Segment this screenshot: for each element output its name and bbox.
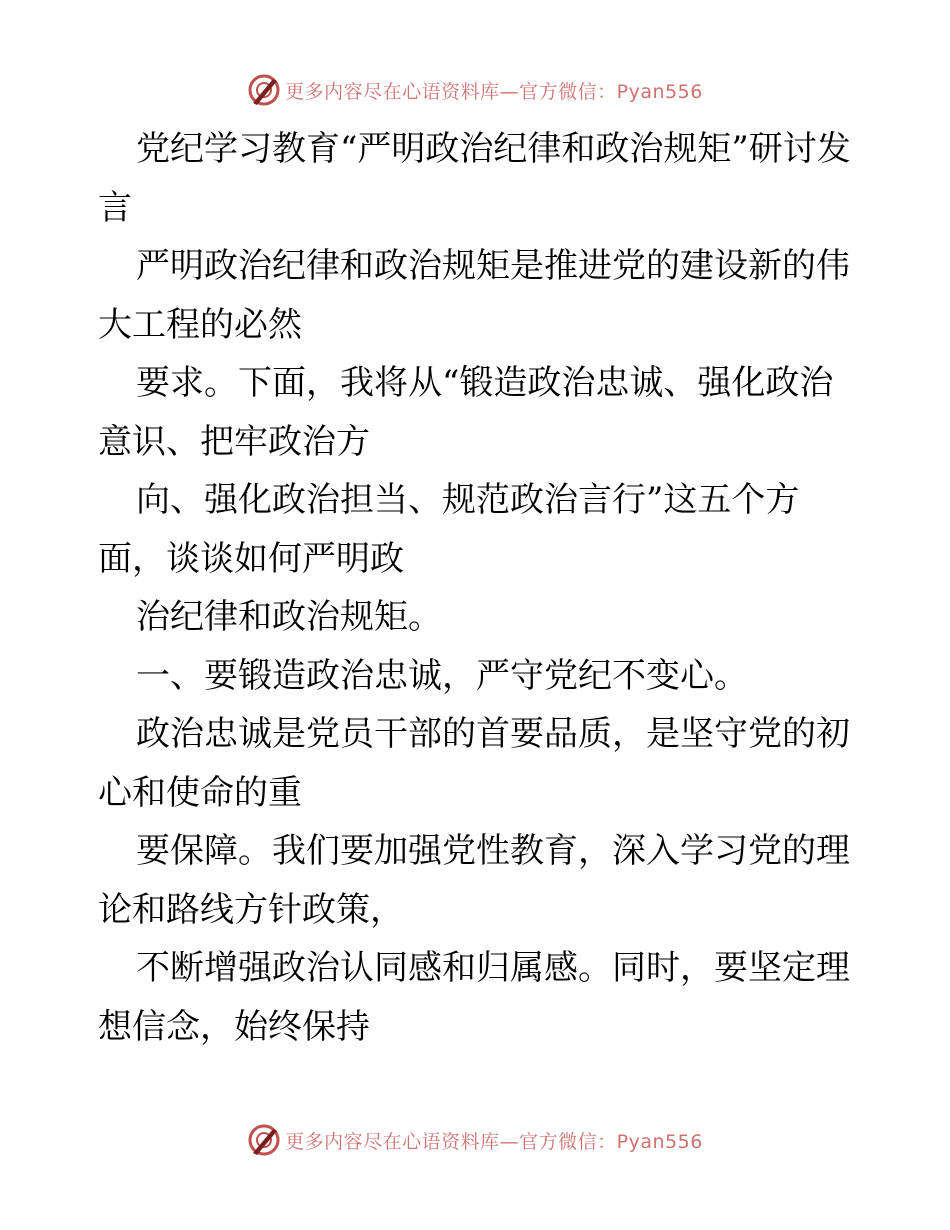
section-heading: 一、要锻造政治忠诚，严守党纪不变心。: [136, 655, 748, 696]
brush-logo-icon: [247, 1123, 281, 1157]
paragraph: 向、强化政治担当、规范政治言行”这五个方面，谈谈如何严明政: [98, 480, 800, 579]
footer-banner-text: 更多内容尽在心语资料库—官方微信：Pyan556: [285, 1130, 703, 1153]
header-banner-text: 更多内容尽在心语资料库—官方微信：Pyan556: [285, 80, 703, 103]
paragraph: 要保障。我们要加强党性教育，深入学习党的理论和路线方针政策，: [98, 831, 850, 930]
paragraph: 治纪律和政治规矩。: [136, 597, 442, 637]
brush-logo-icon: [247, 73, 281, 107]
document-title: 党纪学习教育“严明政治纪律和政治规矩”研讨发言: [98, 129, 851, 228]
paragraph: 要求。下面，我将从“锻造政治忠诚、强化政治意识、把牢政治方: [98, 363, 834, 462]
paragraph: 政治忠诚是党员干部的首要品质，是坚守党的初心和使命的重: [98, 714, 850, 813]
header-banner: [0, 70, 950, 110]
paragraph: 严明政治纪律和政治规矩是推进党的建设新的伟大工程的必然: [98, 246, 850, 345]
footer-banner: [0, 1120, 950, 1160]
paragraph: 不断增强政治认同感和归属感。同时，要坚定理想信念，始终保持: [98, 948, 850, 1047]
document-body: [98, 120, 858, 1056]
